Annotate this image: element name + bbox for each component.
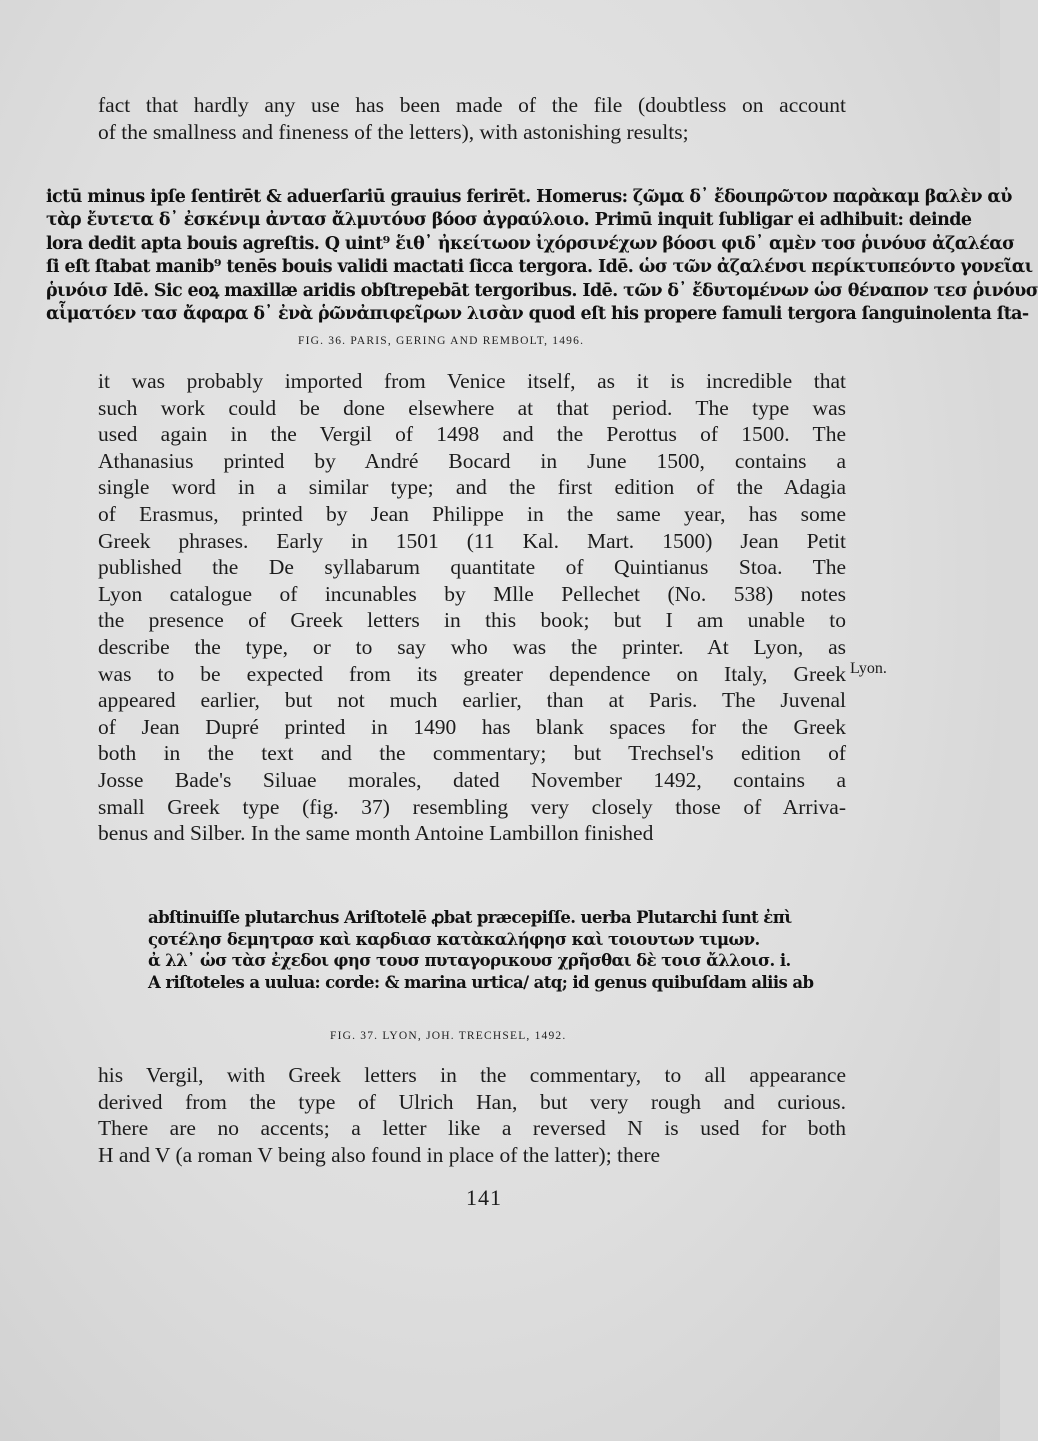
page-number: 141 [466,1185,502,1210]
text-line: Athanasius printed by André Bocard in June 1500, contains a [98,448,846,473]
specimen-line: abſtinuiſſe plutarchus Ariſtotelē ꝓbat præcepiſſe. uerba Plutarchi ſunt ἐπὶ [148,908,792,927]
text-line: was to be expected from its greater dependence on Italy, Greek [98,661,846,686]
specimen-line: ῥινόισ Idē. Sic eoꝝ maxillæ aridis obſtrepebāt tergoribus. Idē. τῶν δ᾽ ἔδυτομένων ὡσ θέναπον τεσ ῥινόυσ [46,280,1038,301]
text-line: the presence of Greek letters in this book; but I am unable to [98,608,846,633]
figure-37-caption: FIG. 37. LYON, JOH. TRECHSEL, 1492. [330,1030,567,1042]
text-line: Lyon catalogue of incunables by Mlle Pellechet (No. 538) notes [98,581,846,606]
text-line: his Vergil, with Greek letters in the commentary, to all appearance [98,1063,846,1087]
specimen-line: ἀ λλ᾽ ὡσ τὰσ ἐχεδοι φησ τουσ πυταγορικουσ χρῆσθαι δὲ τοισ ἄλλοισ. i. [148,951,791,970]
specimen-line: lora dedit apta bouis agreſtis. Q uint⁹ ἕιθ᾽ ἠκείτωον ἰχόρσινέχων βόοσι φιδ᾽ αμὲν τοσ ῥινόυσ ἀζαλέασ [46,233,1015,254]
figure-36-type-specimen [46,186,1038,326]
specimen-line: τὰρ ἔυτετα δ᾽ ἐσκένιμ ἀντασ ἄλμυτόυσ βόοσ ἀγραύλοιο. Primū inquit ſubligar ei adhibuit: deinde [46,210,972,231]
figure-36-caption: FIG. 36. PARIS, GERING AND REMBOLT, 1496. [298,335,585,347]
text-line: of Erasmus, printed by Jean Philippe in the same year, has some [98,501,846,526]
text-line: both in the text and the commentary; but Trechsel's edition of [98,741,846,766]
text-line: fact that hardly any use has been made of the file (doubtless on account [98,93,846,117]
text-line: of Jean Dupré printed in 1490 has blank spaces for the Greek [98,714,846,739]
paragraph-bottom [98,1062,846,1168]
text-line: benus and Silber. In the same month Antoine Lambillon finished [98,821,654,846]
paragraph-middle [98,368,846,847]
specimen-line: ςοτέλησ δεμητρασ καὶ καρδιασ κατὰκαλήφησ καὶ τοιουτων τιμων. [148,929,760,949]
text-line: published the De syllabarum quantitate of Quintianus Stoa. The [98,555,846,580]
paragraph-top [98,92,846,145]
text-line: it was probably imported from Venice itself, as it is incredible that [98,369,846,393]
text-line: Greek phrases. Early in 1501 (11 Kal. Mart. 1500) Jean Petit [98,528,846,553]
text-line: of the smallness and fineness of the letters), with astonishing results; [98,119,689,144]
text-line: appeared earlier, but not much earlier, than at Paris. The Juvenal [98,688,846,713]
specimen-line: ictū minus ipſe ſentirēt & aduerſariū grauius ferirēt. Homerus: ζῶμα δ᾽ ἔδοιπρῶτον παρὰκαμ βαλὲν αὐ [46,187,1012,207]
text-line: such work could be done elsewhere at that period. The type was [98,395,846,420]
specimen-line: αἷματόεν τασ ἄφαρα δ᾽ ἐνὰ ῥῶνἀπιφεῖρων λισὰν quod eſt his propere famuli tergora ſanguinolenta ſta- [46,304,1029,325]
specimen-line: ſi eſt ſtabat manib⁹ tenēs bouis validi mactati ſicca tergora. Idē. ὡσ τῶν ἀζαλένσι περίκτυπεόντο γονεῖαι [46,257,1033,278]
text-line: Josse Bade's Siluae morales, dated November 1492, contains a [98,767,846,792]
text-line: derived from the type of Ulrich Han, but very rough and curious. [98,1089,846,1114]
text-line: describe the type, or to say who was the printer. At Lyon, as [98,634,846,659]
text-line: There are no accents; a letter like a reversed N is used for both [98,1116,846,1141]
margin-note-lyon: Lyon. [850,660,887,677]
text-line: H and V (a roman V being also found in place of the latter); there [98,1142,661,1167]
specimen-line: A riſtoteles a uulua: corde: & marina urtica/ atq; id genus quibuſdam aliis ab [148,972,814,992]
text-line: used again in the Vergil of 1498 and the Perottus of 1500. The [98,422,846,447]
figure-37-type-specimen [148,907,818,993]
text-line: small Greek type (fig. 37) resembling very closely those of Arriva- [98,794,846,819]
text-line: single word in a similar type; and the first edition of the Adagia [98,475,846,500]
